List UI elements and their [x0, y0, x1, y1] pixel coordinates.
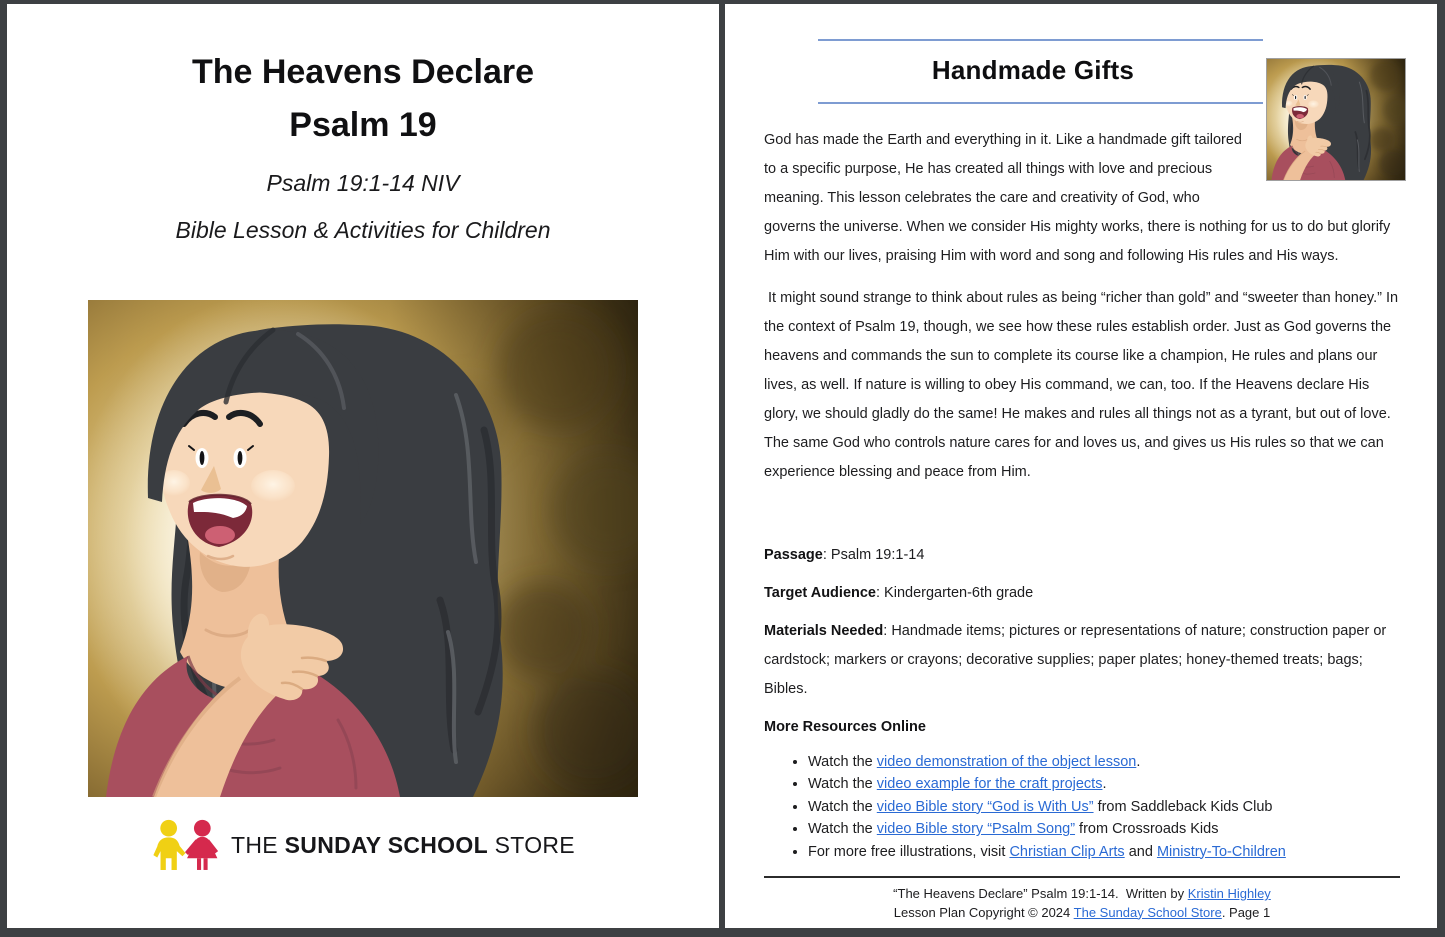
footer-line-1 [764, 885, 1400, 904]
lesson-title: Handmade Gifts [931, 55, 1135, 85]
cover-page [7, 4, 719, 928]
text-link[interactable]: video example for the craft projects [876, 776, 1103, 793]
target-audience-label: Target Audience [764, 585, 876, 601]
publisher-logo [7, 819, 719, 872]
materials-row [764, 617, 1400, 704]
kids-holding-hands-icon [151, 819, 221, 872]
logo-word-main: SUNDAY SCHOOL [284, 832, 488, 858]
logo-word-store: STORE [494, 832, 575, 858]
lesson-thumbnail-image [1266, 58, 1406, 181]
text-run: from Saddleback Kids Club [1093, 798, 1273, 815]
text-run: Watch the [808, 776, 877, 793]
woman-praising-image [88, 300, 638, 797]
resource-item [808, 751, 1400, 773]
resource-item [808, 796, 1400, 818]
text-link[interactable]: video Bible story “Psalm Song” [876, 821, 1076, 838]
cover-title-line1: The Heavens Declare [191, 53, 535, 91]
resource-item [808, 841, 1400, 863]
publisher-logo-text [231, 832, 575, 859]
text-run: “The Heavens Declare” Psalm 19:1-14. Written by [893, 886, 1188, 902]
logo-word-the: THE [231, 832, 278, 858]
cover-title-line2: Psalm 19 [289, 106, 437, 144]
target-audience-row [764, 579, 1400, 608]
cover-illustration [88, 300, 638, 797]
text-run: Lesson Plan Copyright © 2024 [893, 904, 1074, 920]
passage-value: : Psalm 19:1-14 [822, 547, 925, 563]
lesson-paragraph-2: It might sound strange to think about rules as being “richer than gold” and “sweeter than honey.” In the context of Psalm 19, though, we see how these rules establish order. Just as God governs the heavens and commands the sun to complete its course like a champion, He rules and plans our lives, as well. If nature is willing to obey His command, we can, too. If the Heavens declare His glory, we should gladly do the same! He makes and rules all things not as a tyrant, but out of love. The same God who controls nature cares for and loves us, and gives us His rules so that we can experience blessing and peace from Him. [764, 290, 1399, 480]
passage-label: Passage [764, 547, 823, 563]
text-run: . [1136, 754, 1141, 770]
text-link[interactable]: Christian Clip Arts [1009, 843, 1125, 860]
page-footer [764, 876, 1400, 922]
text-run: . [1102, 776, 1107, 793]
lesson-page [725, 4, 1437, 928]
footer-line-2 [764, 904, 1400, 923]
cover-subtitle-type: Bible Lesson & Activities for Children [175, 217, 551, 243]
lesson-content [725, 39, 1437, 922]
resource-item [808, 818, 1400, 840]
lesson-header [818, 39, 1263, 104]
woman-praising-thumbnail [1267, 59, 1405, 180]
text-link[interactable]: The Sunday School Store [1073, 904, 1222, 920]
text-link[interactable]: video Bible story “God is With Us” [876, 798, 1094, 815]
cover-title [7, 46, 719, 152]
resources-heading: More Resources Online [764, 719, 926, 735]
materials-value: : Handmade items; pictures or representations of nature; construction paper or cardstock; markers or crayons; decorative supplies; paper plates; honey-themed treats; bags; Bibles. [764, 623, 1387, 697]
target-audience-value: : Kindergarten-6th grade [876, 585, 1034, 601]
text-run: Watch the [808, 754, 877, 770]
resources-list [764, 751, 1400, 863]
text-run: . Page 1 [1221, 904, 1271, 920]
text-run: Watch the [808, 798, 877, 815]
cover-subtitle-passage: Psalm 19:1-14 NIV [266, 170, 460, 196]
text-link[interactable]: Kristin Highley [1187, 886, 1271, 902]
text-run: and [1124, 843, 1157, 860]
resource-item [808, 773, 1400, 795]
text-run: Watch the [808, 821, 877, 838]
materials-label: Materials Needed [764, 623, 884, 639]
text-link[interactable]: video demonstration of the object lesson [876, 754, 1137, 770]
text-run: For more free illustrations, visit [808, 843, 1010, 860]
cover-subtitles [7, 160, 719, 254]
text-run: from Crossroads Kids [1075, 821, 1219, 838]
lesson-paragraph-1: God has made the Earth and everything in it. Like a handmade gift tailored to a specific purpose, He has created all things with love and precious meaning. This lesson celebrates the care and creativity of God, who governs the universe. When we consider His mighty works, there is nothing for us to do but glorify Him with our lives, praising Him with word and song and following His rules and His ways. [764, 132, 1391, 264]
text-link[interactable]: Ministry-To-Children [1156, 843, 1286, 860]
passage-row [764, 541, 1400, 570]
